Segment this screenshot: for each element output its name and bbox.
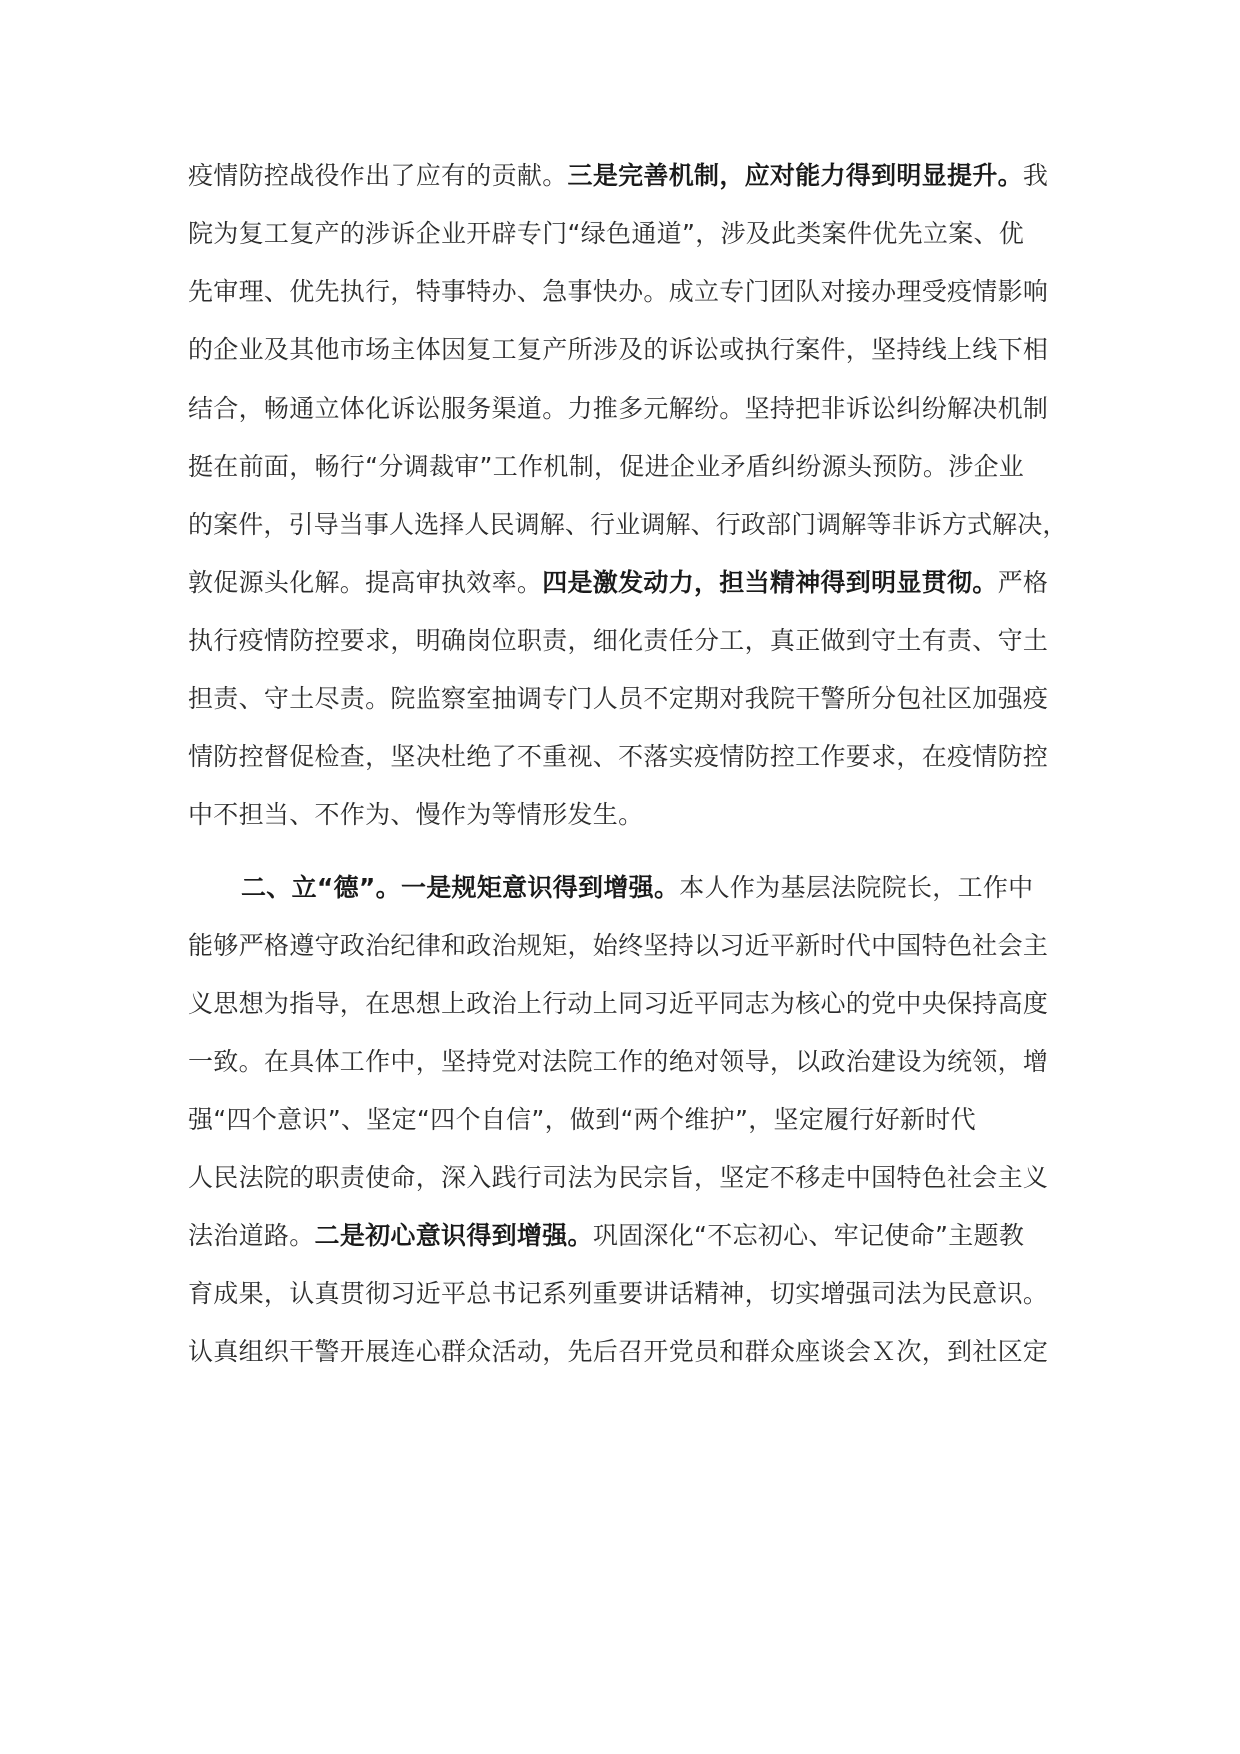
text-line bbox=[188, 621, 1068, 661]
text-line bbox=[188, 1158, 1068, 1198]
text-segment: 严格 bbox=[997, 568, 1049, 597]
text-segment: 疫情防控战役作出了应有的贡献。 bbox=[188, 161, 568, 190]
text-line bbox=[188, 679, 1068, 719]
text-segment: 先审理、优先执行，特事特办、急事快办。成立专门团队对接办理受疫情影响 bbox=[188, 277, 1049, 306]
text-line bbox=[188, 868, 1068, 908]
text-line bbox=[188, 272, 1068, 312]
text-line bbox=[188, 1100, 1068, 1140]
text-segment: 挺在前面，畅行“分调裁审”工作机制，促进企业矛盾纠纷源头预防。涉企业 bbox=[188, 452, 1025, 481]
text-line bbox=[188, 795, 1068, 835]
text-segment: 担责、守土尽责。院监察室抽调专门人员不定期对我院干警所分包社区加强疫 bbox=[188, 684, 1049, 713]
text-line bbox=[188, 1042, 1068, 1082]
text-line bbox=[188, 563, 1068, 603]
text-line bbox=[188, 389, 1068, 429]
text-line bbox=[188, 447, 1068, 487]
text-line bbox=[188, 1274, 1068, 1314]
text-line bbox=[188, 737, 1068, 777]
text-line bbox=[188, 1216, 1068, 1256]
text-line bbox=[188, 505, 1068, 545]
bold-text-segment: 二是初心意识得到增强。 bbox=[314, 1221, 593, 1250]
bold-text-segment: 三是完善机制，应对能力得到明显提升。 bbox=[567, 161, 1023, 190]
text-segment: 认真组织干警开展连心群众活动，先后召开党员和群众座谈会Ｘ次，到社区定 bbox=[188, 1337, 1049, 1366]
text-line bbox=[188, 214, 1068, 254]
text-segment: 能够严格遵守政治纪律和政治规矩，始终坚持以习近平新时代中国特色社会主 bbox=[188, 931, 1049, 960]
text-line bbox=[188, 984, 1068, 1024]
text-segment: 结合，畅通立体化诉讼服务渠道。力推多元解纷。坚持把非诉讼纠纷解决机制 bbox=[188, 394, 1049, 423]
text-segment: 育成果，认真贯彻习近平总书记系列重要讲话精神，切实增强司法为民意识。 bbox=[188, 1279, 1049, 1308]
text-segment: 强“四个意识”、坚定“四个自信”，做到“两个维护”，坚定履行好新时代 bbox=[188, 1105, 976, 1134]
text-segment: 我 bbox=[1022, 161, 1049, 190]
text-line bbox=[188, 156, 1068, 196]
text-segment: 的案件，引导当事人选择人民调解、行业调解、行政部门调解等非诉方式解决， bbox=[188, 510, 1068, 539]
bold-text-segment: 二、立“德”。一是规矩意识得到增强。 bbox=[241, 873, 680, 902]
text-line bbox=[188, 330, 1068, 370]
text-segment: 执行疫情防控要求，明确岗位职责，细化责任分工，真正做到守土有责、守土 bbox=[188, 626, 1049, 655]
text-line bbox=[188, 926, 1068, 966]
text-segment: 一致。在具体工作中，坚持党对法院工作的绝对领导，以政治建设为统领，增 bbox=[188, 1047, 1049, 1076]
text-segment: 巩固深化“不忘初心、牢记使命”主题教 bbox=[592, 1221, 1025, 1250]
text-segment: 敦促源头化解。提高审执效率。 bbox=[188, 568, 543, 597]
text-segment: 院为复工复产的涉诉企业开辟专门“绿色通道”，涉及此类案件优先立案、优 bbox=[188, 219, 1025, 248]
text-line bbox=[188, 1332, 1068, 1372]
bold-text-segment: 四是激发动力，担当精神得到明显贯彻。 bbox=[542, 568, 998, 597]
text-segment: 本人作为基层法院院长，工作中 bbox=[679, 873, 1034, 902]
text-segment: 法治道路。 bbox=[188, 1221, 315, 1250]
text-segment: 义思想为指导，在思想上政治上行动上同习近平同志为核心的党中央保持高度 bbox=[188, 989, 1049, 1018]
text-segment: 的企业及其他市场主体因复工复产所涉及的诉讼或执行案件，坚持线上线下相 bbox=[188, 335, 1049, 364]
text-segment: 情防控督促检查，坚决杜绝了不重视、不落实疫情防控工作要求，在疫情防控 bbox=[188, 742, 1049, 771]
text-segment: 人民法院的职责使命，深入践行司法为民宗旨，坚定不移走中国特色社会主义 bbox=[188, 1163, 1049, 1192]
text-segment: 中不担当、不作为、慢作为等情形发生。 bbox=[188, 800, 644, 829]
